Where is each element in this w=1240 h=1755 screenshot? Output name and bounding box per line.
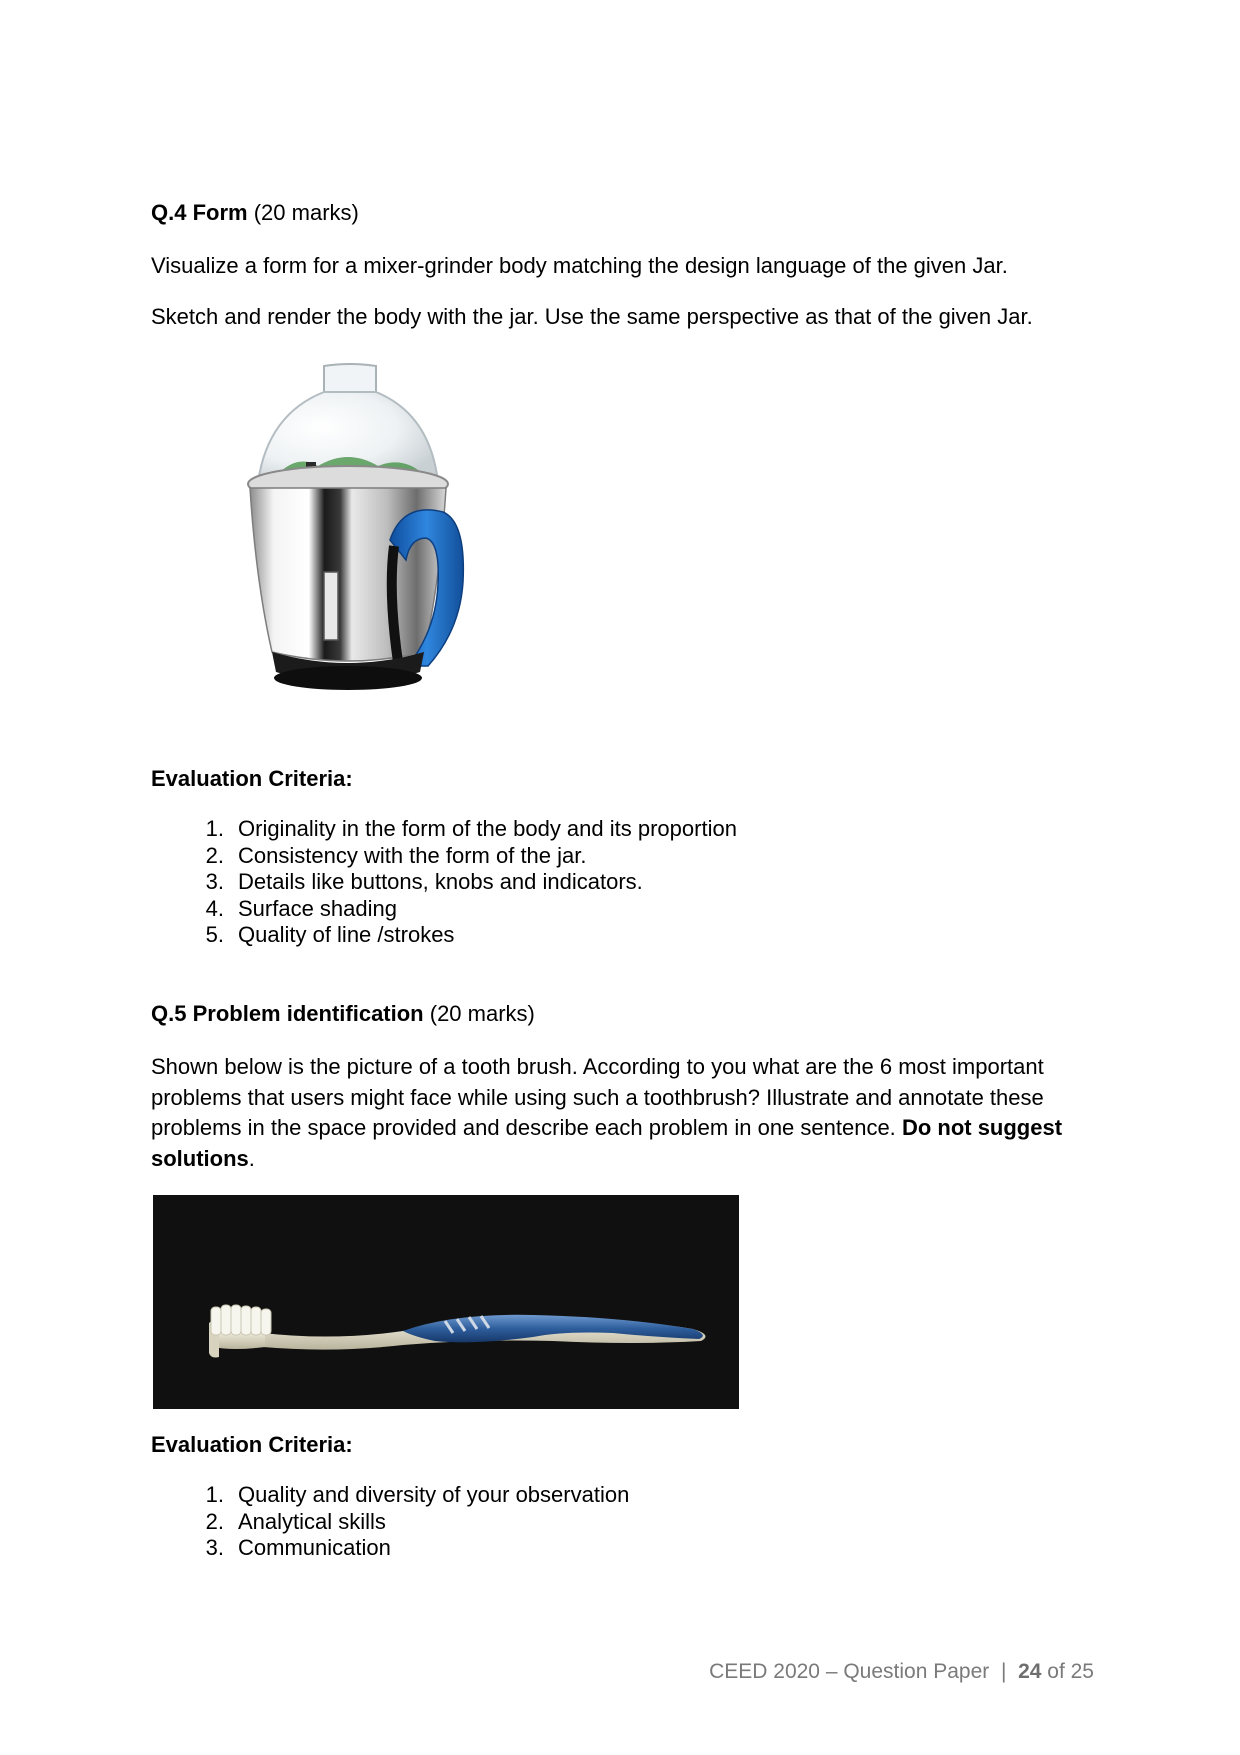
q4-criteria-heading	[151, 764, 1101, 794]
list-number: 1.	[205, 1482, 224, 1507]
q5-description-end: .	[248, 1145, 255, 1171]
list-number: 2.	[205, 842, 224, 868]
q4-criteria-list	[151, 816, 737, 949]
list-item	[151, 896, 737, 923]
q5-title: Problem identification	[192, 1001, 424, 1026]
list-item	[151, 843, 737, 870]
list-number: 3.	[205, 869, 224, 894]
q5-description-bold: Do not suggest solutions	[151, 1115, 1063, 1171]
list-item	[151, 1509, 629, 1536]
footer-separator: |	[1000, 1660, 1007, 1683]
q5-criteria-heading-text: Evaluation Criteria:	[151, 1432, 353, 1457]
list-text: Details like buttons, knobs and indicators.	[238, 869, 643, 894]
list-item	[151, 816, 737, 843]
list-item	[151, 922, 737, 949]
q5-number: Q.5	[151, 1001, 187, 1026]
q4-title: Form	[192, 200, 248, 225]
list-text: Analytical skills	[238, 1508, 386, 1534]
list-text: Quality and diversity of your observation	[238, 1482, 630, 1507]
q5-criteria-heading	[151, 1430, 1101, 1460]
list-number: 1.	[205, 816, 224, 841]
q5-description-text: Shown below is the picture of a tooth brush. According to you what are the 6 most important problems that users might face while using such a toothbrush? Illustrate and annotate these problems in the space provided and describe each problem in one sentence.	[151, 1054, 1044, 1140]
list-number: 2.	[205, 1508, 224, 1534]
list-item	[151, 1482, 629, 1509]
q5-marks: (20 marks)	[429, 1001, 535, 1026]
list-item	[151, 1535, 629, 1562]
q4-instruction-2: Sketch and render the body with the jar. Use the same perspective as that of the given Jar.	[151, 304, 1033, 329]
q4-instruction-1: Visualize a form for a mixer-grinder body matching the design language of the given Jar.	[151, 253, 1008, 278]
list-text: Quality of line /strokes	[238, 922, 455, 947]
q5-description	[151, 1052, 1091, 1174]
q5-criteria-list	[151, 1482, 629, 1562]
q5-heading	[151, 999, 1101, 1029]
q4-heading	[151, 198, 1101, 228]
page-footer	[709, 1660, 1094, 1684]
q4-number: Q.4	[151, 200, 187, 225]
q4-marks: (20 marks)	[253, 200, 359, 225]
list-number: 4.	[205, 895, 224, 921]
list-text: Surface shading	[238, 895, 397, 921]
list-item	[151, 869, 737, 896]
mixer-jar-image	[238, 362, 488, 724]
list-number: 3.	[205, 1535, 224, 1560]
list-text: Originality in the form of the body and its proportion	[238, 816, 737, 841]
list-text: Communication	[238, 1535, 391, 1560]
footer-page-number: 24	[1018, 1660, 1042, 1683]
q4-criteria-heading-text: Evaluation Criteria:	[151, 766, 353, 791]
footer-label: CEED 2020 – Question Paper	[709, 1660, 990, 1683]
toothbrush-image	[153, 1195, 739, 1409]
list-text: Consistency with the form of the jar.	[238, 842, 587, 868]
footer-page-total: of 25	[1047, 1660, 1094, 1683]
list-number: 5.	[205, 922, 224, 947]
